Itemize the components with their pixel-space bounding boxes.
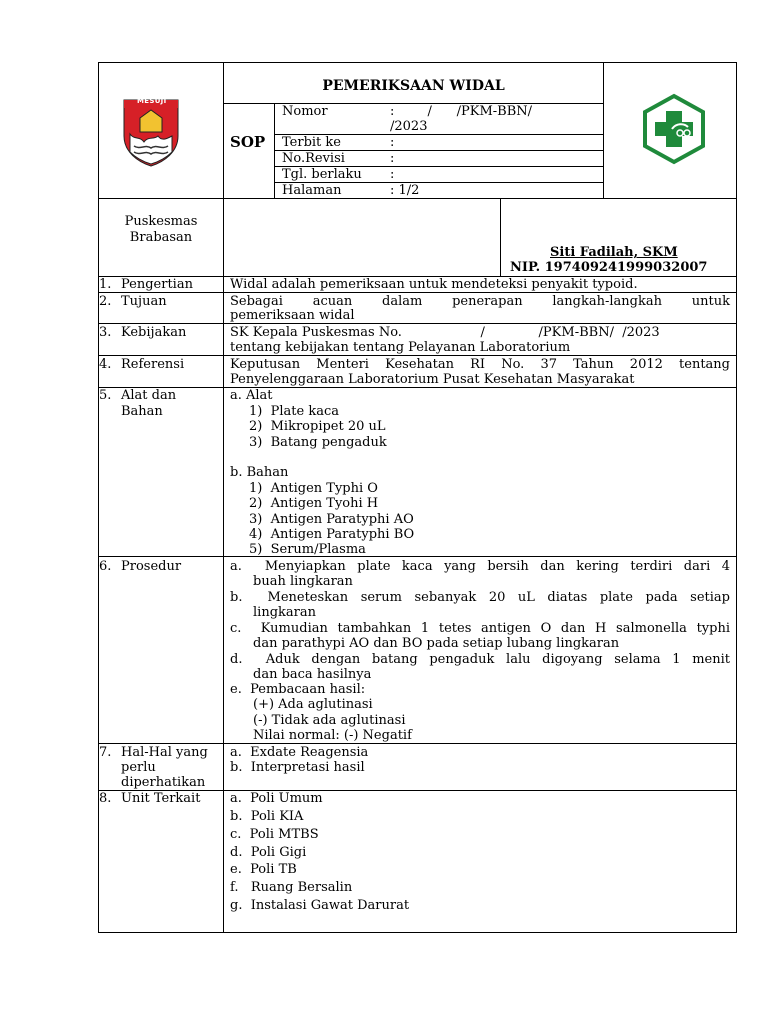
- row-number: 2.: [99, 294, 112, 309]
- row-label-hal-cont: perlu: [121, 760, 156, 775]
- row-text-pengertian: Widal adalah pemeriksaan untuk mendeteksi penyakit typoid.: [230, 277, 638, 292]
- list-item: b. Poli KIA: [230, 809, 304, 824]
- list-item: 1) Antigen Typhi O: [249, 481, 378, 496]
- list-item: d. Poli Gigi: [230, 845, 307, 860]
- document-title: PEMERIKSAAN WIDAL: [322, 78, 505, 94]
- row-number: 3.: [99, 325, 112, 340]
- procedure-step-b: b. Meneteskan serum sebanyak 20 uL diatas plate pada setiap: [230, 590, 730, 605]
- list-item: f. Ruang Bersalin: [230, 880, 353, 895]
- procedure-result-positive: (+) Ada aglutinasi: [253, 697, 373, 712]
- row-label-pengertian: Pengertian: [121, 277, 193, 292]
- row-label-tujuan: Tujuan: [121, 294, 167, 309]
- list-item: 1) Plate kaca: [249, 404, 339, 419]
- list-item: c. Poli MTBS: [230, 827, 319, 842]
- procedure-step-b-cont: lingkaran: [253, 605, 316, 620]
- procedure-step-c: c. Kumudian tambahkan 1 tetes antigen O dan H salmonella typhi: [230, 621, 730, 636]
- procedure-normal-value: Nilai normal: (-) Negatif: [253, 728, 412, 743]
- row-separator: [98, 323, 737, 324]
- row-label-hal: Hal-Hal yang: [121, 745, 208, 760]
- row-text-kebijakan-cont: tentang kebijakan tentang Pelayanan Laboratorium: [230, 340, 571, 355]
- procedure-step-d-cont: dan baca hasilnya: [253, 667, 372, 682]
- field-label-revisi: No.Revisi: [282, 151, 345, 166]
- row-label-alat: Alat dan: [121, 388, 177, 403]
- regency-logo: [120, 96, 182, 168]
- signer-nip: NIP. 197409241999032007: [510, 260, 708, 275]
- row-number: 5.: [99, 388, 112, 403]
- procedure-step-d: d. Aduk dengan batang pengaduk lalu digoyang selama 1 menit: [230, 652, 730, 667]
- list-item: 2) Antigen Tyohi H: [249, 496, 379, 511]
- list-item: 2) Mikropipet 20 uL: [249, 419, 386, 434]
- list-item: g. Instalasi Gawat Darurat: [230, 898, 410, 913]
- field-value-terbit: :: [390, 135, 395, 150]
- field-value-revisi: :: [390, 151, 395, 166]
- puskesmas-logo: [638, 93, 710, 165]
- row-number: 8.: [99, 791, 112, 806]
- procedure-step-e: e. Pembacaan hasil:: [230, 682, 366, 697]
- row-text-tujuan: Sebagai acuan dalam penerapan langkah-langkah untuk: [230, 294, 730, 309]
- frame-top: [98, 62, 737, 63]
- row-label-prosedur: Prosedur: [121, 559, 182, 574]
- field-label-halaman: Halaman: [282, 183, 342, 198]
- row-label-hal-cont2: diperhatikan: [121, 775, 206, 790]
- row-separator: [98, 743, 737, 744]
- procedure-result-negative: (-) Tidak ada aglutinasi: [253, 713, 406, 728]
- regency-logo-text: MESUJI: [137, 97, 167, 105]
- org-name: Puskesmas: [124, 214, 198, 229]
- org-divider-right: [500, 198, 501, 276]
- row-text-tujuan-cont: pemeriksaan widal: [230, 308, 355, 323]
- row-label-referensi: Referensi: [121, 357, 185, 372]
- field-label-berlaku: Tgl. berlaku: [282, 167, 362, 182]
- bahan-heading: b. Bahan: [230, 465, 289, 480]
- row-number: 7.: [99, 745, 112, 760]
- list-item: 3) Antigen Paratyphi AO: [249, 512, 414, 527]
- frame-bottom: [98, 932, 737, 933]
- row-label-unit: Unit Terkait: [121, 791, 201, 806]
- list-item: 4) Antigen Paratyphi BO: [249, 527, 415, 542]
- list-item: e. Poli TB: [230, 862, 297, 877]
- procedure-step-a-cont: buah lingkaran: [253, 574, 353, 589]
- field-value-berlaku: :: [390, 167, 395, 182]
- row-label-kebijakan: Kebijakan: [121, 325, 187, 340]
- org-location: Brabasan: [129, 230, 193, 245]
- list-item: 5) Serum/Plasma: [249, 542, 366, 557]
- list-item: a. Poli Umum: [230, 791, 323, 806]
- procedure-step-c-cont: dan parathypi AO dan BO pada setiap lubang lingkaran: [253, 636, 620, 651]
- frame-right: [736, 62, 737, 933]
- row-text-referensi: Keputusan Menteri Kesehatan RI No. 37 Tahun 2012 tentang: [230, 357, 730, 372]
- procedure-step-a: a. Menyiapkan plate kaca yang bersih dan kering terdiri dari 4: [230, 559, 730, 574]
- field-value-nomor: : / /PKM-BBN/: [390, 104, 533, 119]
- field-value-halaman: : 1/2: [390, 183, 420, 198]
- row-number: 4.: [99, 357, 112, 372]
- list-item: a. Exdate Reagensia: [230, 745, 369, 760]
- signer-name: Siti Fadilah, SKM: [550, 245, 678, 260]
- field-label-terbit: Terbit ke: [282, 135, 341, 150]
- row-number: 6.: [99, 559, 112, 574]
- row-number: 1.: [99, 277, 112, 292]
- alat-heading: a. Alat: [230, 388, 273, 403]
- row-text-referensi-cont: Penyelenggaraan Laboratorium Pusat Kesehatan Masyarakat: [230, 372, 635, 387]
- field-value-nomor-cont: /2023: [390, 119, 428, 134]
- row-label-alat-cont: Bahan: [121, 404, 163, 419]
- list-item: b. Interpretasi hasil: [230, 760, 365, 775]
- row-text-kebijakan: SK Kepala Puskesmas No. / /PKM-BBN/ /2023: [230, 325, 660, 340]
- body-column-divider: [223, 276, 224, 933]
- row-separator: [98, 556, 737, 557]
- field-label-nomor: Nomor: [282, 104, 328, 119]
- list-item: 3) Batang pengaduk: [249, 435, 387, 450]
- sop-label: SOP: [230, 133, 266, 151]
